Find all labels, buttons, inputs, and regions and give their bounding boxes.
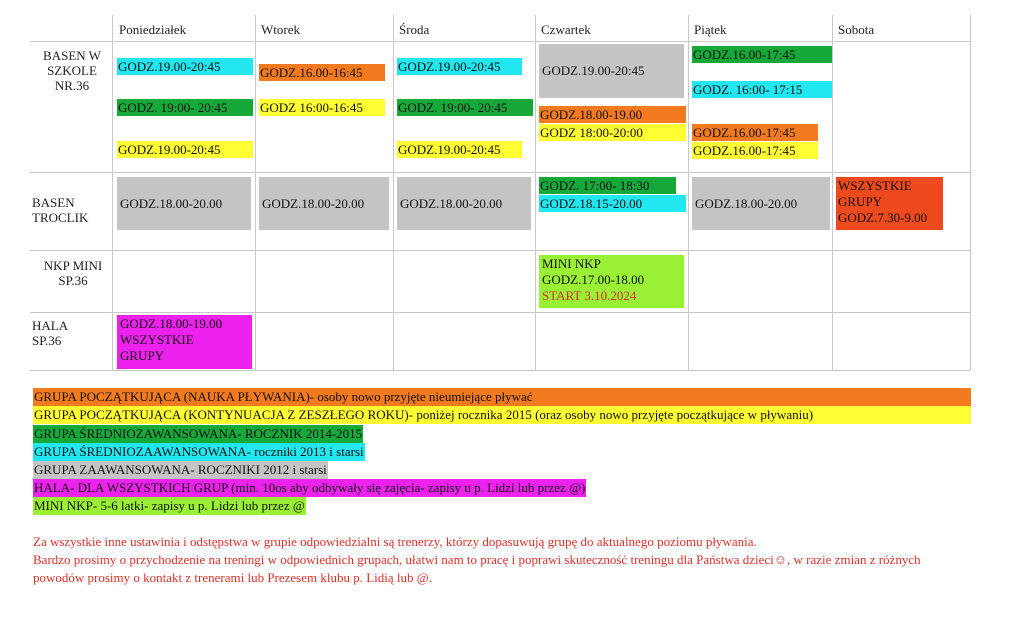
grid-col-line-6 [832,15,833,370]
row-label-basen-sp36: BASEN W SZKOLE NR.36 [43,48,101,93]
row-label-nkp-mini: NKP MINI SP.36 [43,258,103,288]
legend-mini-nkp: MINI NKP- 5-6 latki- zapisy u p. Lidzi lub przez @ [34,498,305,513]
row-label-basen-troclik: BASEN TROCLIK [32,195,89,225]
header-tuesday: Wtorek [261,22,300,37]
grid-col-line-3 [393,15,394,370]
note-trainers: Za wszystkie inne ustawinia i odstępstwa w grupie odpowiedzialni są trenerzy, którzy dopasuwują grupę do aktualnego poziomu pływania. [33,534,757,549]
slot-mon-hala-line3: GRUPY [120,348,165,363]
grid-row-line-1 [30,172,970,173]
slot-thu-troclik-2: GODZ.18.15-20.00 [539,195,686,212]
slot-fri-sp36-1: GODZ.16.00-17:45 [692,46,832,63]
slot-fri-sp36-3: GODZ.16.00-17:45 [692,124,818,141]
slot-mon-troclik-text: GODZ.18.00-20.00 [120,196,223,211]
grid-col-line-5 [688,15,689,370]
slot-wed-troclik [397,177,531,230]
slot-sat-troclik-line1: WSZYSTKIE [838,178,912,193]
slot-fri-troclik-text: GODZ.18.00-20.00 [695,196,798,211]
grid-row-line-3 [30,312,970,313]
grid-bottom-line [30,370,970,371]
header-wednesday: Środa [399,22,430,37]
grid-col-line-7 [970,15,971,370]
grid-col-line-2 [255,15,256,370]
slot-fri-troclik [692,177,830,230]
slot-wed-sp36-2: GODZ. 19:00- 20:45 [397,99,533,116]
slot-sat-troclik-line2: GRUPY [838,194,883,209]
slot-tue-sp36-2: GODZ 16:00-16:45 [259,99,385,116]
slot-mon-troclik [117,177,251,230]
slot-thu-sp36-2: GODZ.18.00-19.00 [539,106,686,123]
header-saturday: Sobota [838,22,875,37]
slot-thu-nkp [539,255,684,308]
header-friday: Piątek [694,22,727,37]
slot-thu-nkp-line2: GODZ.17.00-18.00 [542,272,645,287]
slot-sat-troclik-line3: GODZ.7.30-9.00 [838,210,928,225]
row-label-hala: HALA SP.36 [32,318,68,348]
grid-col-line-4 [535,15,536,370]
slot-fri-sp36-4: GODZ.16.00-17:45 [692,142,818,159]
header-thursday: Czwartek [541,22,591,37]
slot-wed-sp36-3: GODZ.19.00-20:45 [397,141,522,158]
slot-wed-sp36-1: GODZ.19.00-20:45 [397,58,522,75]
grid-top-line [30,41,970,42]
slot-thu-troclik-1: GODZ. 17:00- 18:30 [539,177,676,194]
slot-mon-hala-line2: WSZYSTKIE [120,332,194,347]
legend-intermediate-2013: GRUPA ŚREDNIOZAAWANSOWANA- roczniki 2013 i starsi [34,444,364,459]
slot-mon-sp36-3: GODZ.19.00-20:45 [117,141,253,158]
slot-thu-sp36-1-text: GODZ.19.00-20:45 [542,63,645,78]
slot-thu-sp36-3: GODZ 18:00-20:00 [539,124,686,141]
slot-tue-sp36-1: GODZ.16.00-16:45 [259,64,385,81]
grid-row-line-2 [30,250,970,251]
slot-mon-hala-line1: GODZ.18.00-19.00 [120,316,223,331]
legend-beginner-continuation: GRUPA POCZĄTKUJĄCA (KONTYNUACJA Z ZESZŁEGO ROKU)- poniżej rocznika 2015 (oraz osoby nowo przyjęte początkujące w pływaniu) [33,406,971,424]
slot-wed-troclik-text: GODZ.18.00-20.00 [400,196,503,211]
slot-mon-hala [117,315,252,369]
slot-mon-sp36-2: GODZ. 19:00- 20:45 [117,99,253,116]
slot-sat-troclik [836,177,943,230]
slot-thu-nkp-start: START 3.10.2024 [542,288,637,303]
slot-thu-nkp-line1: MINI NKP [542,256,601,271]
legend-beginner-new: GRUPA POCZĄTKUJĄCA (NAUKA PŁYWANIA)- osoby nowo przyjęte nieumiejące pływać [33,388,971,406]
header-monday: Poniedziałek [119,22,187,37]
legend-advanced-2012: GRUPA ZAAWANSOWANA- ROCZNIKI 2012 i starsi [34,462,327,477]
note-request: Bardzo prosimy o przychodzenie na treningi w odpowiednich grupach, ułatwi nam to pracę i poprawi skuteczność treningu dla Państwa dzieci☺, w razie zmian z różnych powodów prosimy o kontakt z trenerami lub Prezesem klubu p. Lidią lub @. [33,552,921,585]
slot-mon-sp36-1: GODZ.19.00-20:45 [117,58,253,75]
slot-tue-troclik [259,177,389,230]
slot-thu-sp36-1 [539,44,684,98]
slot-tue-troclik-text: GODZ.18.00-20.00 [262,196,365,211]
legend-intermediate-2014-2015: GRUPA ŚREDNIOZAWANSOWANA- ROCZNIK 2014-2015 [34,426,363,441]
slot-fri-sp36-2: GODZ. 16:00- 17:15 [692,81,832,98]
grid-col-line-1 [112,15,113,370]
legend-hala: HALA- DLA WSZYSTKICH GRUP (min. 10os aby odbywały się zajęcia- zapisy u p. Lidzi lub przez @) [34,480,586,495]
